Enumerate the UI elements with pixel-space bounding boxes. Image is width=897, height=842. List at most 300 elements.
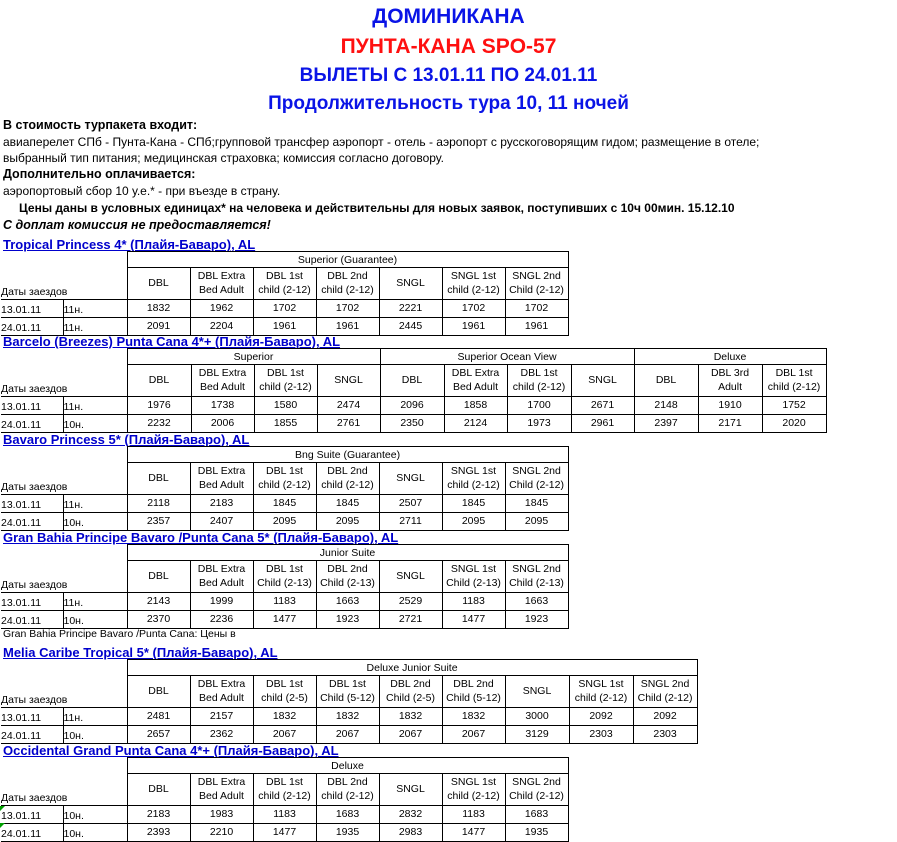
extra-line: аэропортовый сбор 10 у.е.* - при въезде в страну. bbox=[3, 184, 281, 198]
column-header-line: DBL bbox=[148, 570, 169, 583]
price-cell: 1923 bbox=[505, 610, 568, 628]
price-cell: 2067 bbox=[316, 725, 379, 743]
column-header-row bbox=[1, 268, 568, 300]
price-cell: 1910 bbox=[698, 396, 762, 414]
price-cell: 2961 bbox=[571, 414, 634, 432]
column-header bbox=[505, 774, 568, 806]
column-header bbox=[190, 268, 253, 300]
column-header-row bbox=[1, 774, 568, 806]
price-cell: 2445 bbox=[379, 317, 442, 335]
date-cell: 13.01.11 bbox=[1, 494, 63, 512]
price-cell: 2157 bbox=[190, 707, 253, 725]
column-header bbox=[698, 365, 762, 397]
column-header-line: child (2-12) bbox=[321, 479, 374, 492]
price-table bbox=[1, 757, 569, 842]
column-header-row bbox=[1, 365, 826, 397]
column-header-line: DBL 1st bbox=[267, 367, 304, 380]
price-cell: 1845 bbox=[253, 494, 316, 512]
column-header-line: child (2-12) bbox=[321, 790, 374, 803]
column-header-line: Bed Adult bbox=[199, 692, 244, 705]
price-cell: 2370 bbox=[127, 610, 190, 628]
column-header bbox=[379, 463, 442, 495]
column-header-line: Adult bbox=[718, 381, 743, 394]
price-cell: 1183 bbox=[442, 805, 505, 823]
room-group-row bbox=[1, 545, 568, 561]
price-cell: 2095 bbox=[505, 512, 568, 530]
column-header bbox=[505, 676, 569, 708]
table-row bbox=[1, 396, 826, 414]
price-cell: 2303 bbox=[569, 725, 633, 743]
price-cell: 1683 bbox=[505, 805, 568, 823]
price-cell: 2210 bbox=[190, 823, 253, 841]
price-cell: 1832 bbox=[442, 707, 505, 725]
price-cell: 2657 bbox=[127, 725, 190, 743]
column-header-line: Child (2-12) bbox=[509, 479, 564, 492]
price-cell: 2221 bbox=[379, 299, 442, 317]
column-header bbox=[633, 676, 697, 708]
nights-cell: 10н. bbox=[63, 414, 127, 432]
price-cell: 1962 bbox=[190, 299, 253, 317]
price-cell: 2095 bbox=[442, 512, 505, 530]
column-header-line: child (2-12) bbox=[767, 381, 821, 394]
date-label: Даты заездов bbox=[1, 480, 68, 493]
extra-title: Дополнительно оплачивается: bbox=[3, 167, 196, 181]
column-header-line: DBL Extra bbox=[197, 678, 246, 691]
hotel-title[interactable]: Gran Bahia Principe Bavaro /Punta Cana 5* (Плайя-Баваро), AL bbox=[3, 530, 399, 545]
column-header bbox=[505, 268, 568, 300]
price-cell: 1935 bbox=[505, 823, 568, 841]
column-header-line: Bed Adult bbox=[199, 577, 244, 590]
column-header-line: Child (2-12) bbox=[509, 790, 564, 803]
column-header-line: Child (5-12) bbox=[446, 692, 501, 705]
column-header-line: DBL Extra bbox=[197, 465, 246, 478]
column-header bbox=[253, 561, 316, 593]
price-cell: 2303 bbox=[633, 725, 697, 743]
room-group-row bbox=[1, 349, 826, 365]
column-header-line: SNGL 2nd bbox=[640, 678, 690, 691]
price-cell: 1683 bbox=[316, 805, 379, 823]
column-header bbox=[442, 676, 505, 708]
nights-cell: 10н. bbox=[63, 805, 127, 823]
column-header-line: DBL 2nd bbox=[453, 678, 494, 691]
column-header-line: DBL 2nd bbox=[327, 563, 368, 576]
price-cell: 2095 bbox=[253, 512, 316, 530]
price-cell: 2092 bbox=[633, 707, 697, 725]
column-header-line: SNGL 1st bbox=[450, 776, 497, 789]
column-header-line: Bed Adult bbox=[199, 479, 244, 492]
commission-note: С доплат комиссия не предоставляется! bbox=[3, 218, 271, 232]
column-header bbox=[507, 365, 571, 397]
column-header-line: SNGL 2nd bbox=[512, 776, 561, 789]
date-cell: 24.01.11 bbox=[1, 317, 63, 335]
column-header-line: Bed Adult bbox=[453, 381, 498, 394]
nights-cell: 10н. bbox=[63, 610, 127, 628]
date-label: Даты заездов bbox=[1, 693, 68, 706]
column-header bbox=[379, 774, 442, 806]
price-cell: 2761 bbox=[317, 414, 380, 432]
table-row bbox=[1, 317, 568, 335]
price-cell: 1973 bbox=[507, 414, 571, 432]
room-group-header: Junior Suite bbox=[127, 545, 568, 561]
column-header bbox=[379, 561, 442, 593]
price-cell: 2711 bbox=[379, 512, 442, 530]
column-header-line: SNGL bbox=[334, 374, 363, 387]
column-header bbox=[571, 365, 634, 397]
column-header bbox=[127, 561, 190, 593]
prices-note: Цены даны в условных единицах* на человека и действительны для новых заявок, поступивших с 10ч 00мин. 15.12.10 bbox=[19, 201, 735, 215]
price-cell: 2143 bbox=[127, 592, 190, 610]
price-cell: 1858 bbox=[444, 396, 507, 414]
includes-line-2: выбранный тип питания; медицинская страховка; комиссия согласно договору. bbox=[3, 151, 444, 165]
cell-comment-marker bbox=[0, 806, 5, 811]
hotel-title[interactable]: Tropical Princess 4* (Плайя-Баваро), AL bbox=[3, 237, 256, 252]
column-header-line: SNGL bbox=[522, 685, 552, 698]
column-header bbox=[127, 268, 190, 300]
column-header-line: DBL bbox=[655, 374, 677, 387]
price-cell: 2671 bbox=[571, 396, 634, 414]
date-cell: 13.01.11 bbox=[1, 299, 63, 317]
column-header bbox=[317, 365, 380, 397]
table-row bbox=[1, 610, 568, 628]
price-cell: 2096 bbox=[380, 396, 444, 414]
column-header bbox=[442, 561, 505, 593]
column-header-line: child (2-12) bbox=[321, 284, 374, 297]
column-header-line: child (2-12) bbox=[447, 790, 500, 803]
blank-cell bbox=[1, 545, 127, 561]
table-row bbox=[1, 299, 568, 317]
price-cell: 2171 bbox=[698, 414, 762, 432]
room-group-row bbox=[1, 758, 568, 774]
column-header-line: Child (2-12) bbox=[509, 284, 564, 297]
column-header bbox=[444, 365, 507, 397]
nights-cell: 11н. bbox=[63, 317, 127, 335]
column-header bbox=[127, 463, 190, 495]
column-header-line: child (2-5) bbox=[261, 692, 308, 705]
column-header-line: Child (5-12) bbox=[320, 692, 375, 705]
column-header-line: DBL 2nd bbox=[327, 776, 368, 789]
price-cell: 1832 bbox=[316, 707, 379, 725]
column-header bbox=[380, 365, 444, 397]
price-cell: 2393 bbox=[127, 823, 190, 841]
column-header-line: child (2-12) bbox=[447, 284, 500, 297]
price-cell: 3129 bbox=[505, 725, 569, 743]
price-cell: 2721 bbox=[379, 610, 442, 628]
column-header-line: Bed Adult bbox=[200, 381, 245, 394]
price-cell: 1702 bbox=[253, 299, 316, 317]
price-cell: 1183 bbox=[442, 592, 505, 610]
room-group-header: Deluxe bbox=[127, 758, 568, 774]
column-header-line: DBL Extra bbox=[451, 367, 500, 380]
date-cell: 24.01.11 bbox=[1, 512, 63, 530]
column-header bbox=[253, 463, 316, 495]
column-header-row bbox=[1, 561, 568, 593]
price-cell: 2092 bbox=[569, 707, 633, 725]
price-cell: 2362 bbox=[190, 725, 253, 743]
column-header bbox=[316, 561, 379, 593]
price-table bbox=[1, 251, 569, 336]
price-table bbox=[1, 659, 698, 744]
price-cell: 2204 bbox=[190, 317, 253, 335]
country-title: ДОМИНИКАНА bbox=[372, 5, 525, 28]
column-header-line: DBL bbox=[148, 783, 169, 796]
table-row bbox=[1, 707, 697, 725]
price-cell: 1961 bbox=[505, 317, 568, 335]
price-cell: 2067 bbox=[379, 725, 442, 743]
price-cell: 2507 bbox=[379, 494, 442, 512]
date-cell: 13.01.11 bbox=[1, 707, 63, 725]
column-header-line: DBL Extra bbox=[197, 270, 246, 283]
column-header-line: SNGL bbox=[396, 570, 425, 583]
column-header bbox=[442, 268, 505, 300]
column-header-row bbox=[1, 676, 697, 708]
gran-bahia-note: Gran Bahia Principe Bavaro /Punta Cana: Цены в bbox=[3, 628, 236, 640]
price-cell: 1752 bbox=[762, 396, 826, 414]
date-cell: 13.01.11 bbox=[1, 805, 63, 823]
column-header-line: SNGL 2nd bbox=[512, 465, 561, 478]
column-header bbox=[762, 365, 826, 397]
price-cell: 1935 bbox=[316, 823, 379, 841]
price-cell: 2148 bbox=[634, 396, 698, 414]
column-header-line: DBL 1st bbox=[266, 270, 303, 283]
price-cell: 2474 bbox=[317, 396, 380, 414]
column-header-line: child (2-12) bbox=[258, 284, 311, 297]
column-header-line: DBL 3rd bbox=[710, 367, 750, 380]
date-cell: 13.01.11 bbox=[1, 592, 63, 610]
column-header-line: SNGL 1st bbox=[450, 270, 497, 283]
price-cell: 1976 bbox=[127, 396, 191, 414]
date-cell: 24.01.11 bbox=[1, 823, 63, 841]
table-row bbox=[1, 805, 568, 823]
price-cell: 2020 bbox=[762, 414, 826, 432]
column-header-line: child (2-12) bbox=[574, 692, 628, 705]
column-header-line: child (2-12) bbox=[447, 479, 500, 492]
hotel-title[interactable]: Barcelo (Breezes) Punta Cana 4*+ (Плайя-Баваро), AL bbox=[3, 334, 341, 349]
blank-cell bbox=[1, 349, 127, 365]
price-table bbox=[1, 544, 569, 629]
column-header-line: SNGL 1st bbox=[578, 678, 624, 691]
column-header bbox=[253, 676, 316, 708]
column-header bbox=[316, 463, 379, 495]
date-cell: 24.01.11 bbox=[1, 725, 63, 743]
price-cell: 2124 bbox=[444, 414, 507, 432]
price-cell: 1961 bbox=[253, 317, 316, 335]
column-header-line: DBL 2nd bbox=[327, 465, 368, 478]
price-cell: 3000 bbox=[505, 707, 569, 725]
column-header bbox=[190, 676, 253, 708]
price-cell: 1961 bbox=[316, 317, 379, 335]
column-header-line: DBL 1st bbox=[520, 367, 558, 380]
column-header-line: SNGL 2nd bbox=[512, 563, 561, 576]
column-header-line: SNGL 2nd bbox=[512, 270, 561, 283]
price-cell: 1845 bbox=[505, 494, 568, 512]
column-header bbox=[379, 676, 442, 708]
column-header-line: SNGL bbox=[396, 783, 425, 796]
price-cell: 2118 bbox=[127, 494, 190, 512]
price-cell: 2095 bbox=[316, 512, 379, 530]
column-header-row bbox=[1, 463, 568, 495]
column-header bbox=[505, 463, 568, 495]
hotel-title[interactable]: Bavaro Princess 5* (Плайя-Баваро), AL bbox=[3, 432, 250, 447]
blank-cell bbox=[1, 252, 127, 268]
room-group-header: Superior (Guarantee) bbox=[127, 252, 568, 268]
nights-cell: 11н. bbox=[63, 299, 127, 317]
column-header-line: Child (2-13) bbox=[320, 577, 375, 590]
table-row bbox=[1, 494, 568, 512]
column-header-line: DBL 1st bbox=[266, 678, 303, 691]
price-cell: 2006 bbox=[191, 414, 254, 432]
column-header-line: DBL bbox=[148, 685, 169, 698]
price-cell: 1832 bbox=[379, 707, 442, 725]
price-cell: 2350 bbox=[380, 414, 444, 432]
room-group-header: Superior bbox=[127, 349, 380, 365]
date-label: Даты заездов bbox=[1, 791, 68, 804]
column-header bbox=[254, 365, 317, 397]
nights-cell: 11н. bbox=[63, 494, 127, 512]
price-cell: 2983 bbox=[379, 823, 442, 841]
price-cell: 2397 bbox=[634, 414, 698, 432]
column-header-line: child (2-12) bbox=[258, 790, 311, 803]
column-header bbox=[127, 676, 190, 708]
table-row bbox=[1, 414, 826, 432]
price-cell: 1700 bbox=[507, 396, 571, 414]
price-table bbox=[1, 348, 827, 433]
price-cell: 2091 bbox=[127, 317, 190, 335]
nights-cell: 10н. bbox=[63, 725, 127, 743]
price-cell: 1845 bbox=[316, 494, 379, 512]
price-cell: 1663 bbox=[505, 592, 568, 610]
includes-line-1: авиаперелет СПб - Пунта-Кана - СПб;групповой трансфер аэропорт - отель - аэропорт с русскоговорящим гидом; размещение в отеле; bbox=[3, 135, 760, 149]
column-header-line: Child (2-13) bbox=[446, 577, 501, 590]
price-cell: 2357 bbox=[127, 512, 190, 530]
column-header-line: child (2-12) bbox=[259, 381, 312, 394]
column-header-line: DBL Extra bbox=[198, 367, 247, 380]
column-header bbox=[253, 268, 316, 300]
column-header-line: DBL bbox=[401, 374, 423, 387]
column-header-line: DBL bbox=[148, 374, 170, 387]
date-cell: 13.01.11 bbox=[1, 396, 63, 414]
includes-title: В стоимость турпакета входит: bbox=[3, 118, 198, 132]
price-cell: 1999 bbox=[190, 592, 253, 610]
date-label: Даты заездов bbox=[1, 285, 68, 298]
table-row bbox=[1, 725, 697, 743]
column-header bbox=[253, 774, 316, 806]
price-cell: 1183 bbox=[253, 805, 316, 823]
column-header-line: Child (2-13) bbox=[257, 577, 312, 590]
date-label: Даты заездов bbox=[1, 382, 68, 395]
room-group-header: Bng Suite (Guarantee) bbox=[127, 447, 568, 463]
price-cell: 1183 bbox=[253, 592, 316, 610]
blank-cell bbox=[1, 660, 127, 676]
price-cell: 1845 bbox=[442, 494, 505, 512]
column-header bbox=[442, 774, 505, 806]
column-header-line: DBL 1st bbox=[266, 465, 303, 478]
price-cell: 2832 bbox=[379, 805, 442, 823]
price-cell: 1477 bbox=[442, 823, 505, 841]
column-header-line: Child (2-5) bbox=[385, 692, 435, 705]
blank-cell bbox=[1, 758, 127, 774]
price-cell: 1855 bbox=[254, 414, 317, 432]
price-cell: 2407 bbox=[190, 512, 253, 530]
price-cell: 1702 bbox=[316, 299, 379, 317]
price-cell: 2067 bbox=[253, 725, 316, 743]
column-header-line: DBL 1st bbox=[266, 776, 303, 789]
price-cell: 2067 bbox=[442, 725, 505, 743]
column-header-line: DBL bbox=[148, 472, 169, 485]
price-cell: 2183 bbox=[127, 805, 190, 823]
room-group-row bbox=[1, 447, 568, 463]
column-header bbox=[127, 774, 190, 806]
hotel-title[interactable]: Melia Caribe Tropical 5* (Плайя-Баваро), AL bbox=[3, 645, 278, 660]
column-header-line: Child (2-12) bbox=[637, 692, 693, 705]
column-header bbox=[442, 463, 505, 495]
table-row bbox=[1, 592, 568, 610]
nights-cell: 11н. bbox=[63, 396, 127, 414]
column-header-line: DBL 2nd bbox=[390, 678, 431, 691]
nights-cell: 11н. bbox=[63, 707, 127, 725]
nights-cell: 10н. bbox=[63, 512, 127, 530]
column-header-line: SNGL bbox=[396, 472, 425, 485]
price-table bbox=[1, 446, 569, 531]
column-header-line: SNGL bbox=[396, 277, 425, 290]
column-header-line: SNGL 1st bbox=[450, 563, 497, 576]
price-cell: 2236 bbox=[190, 610, 253, 628]
price-cell: 1983 bbox=[190, 805, 253, 823]
column-header-line: DBL bbox=[148, 277, 169, 290]
resort-title: ПУНТА-КАНА SPO-57 bbox=[340, 35, 557, 58]
column-header bbox=[191, 365, 254, 397]
room-group-header: Superior Ocean View bbox=[380, 349, 634, 365]
price-cell: 1702 bbox=[505, 299, 568, 317]
price-cell: 1580 bbox=[254, 396, 317, 414]
column-header-line: Child (2-13) bbox=[509, 577, 564, 590]
column-header bbox=[316, 268, 379, 300]
column-header-line: DBL 1st bbox=[266, 563, 303, 576]
column-header-line: DBL 2nd bbox=[327, 270, 368, 283]
price-cell: 1702 bbox=[442, 299, 505, 317]
column-header bbox=[316, 676, 379, 708]
column-header bbox=[127, 365, 191, 397]
price-cell: 1477 bbox=[442, 610, 505, 628]
price-cell: 1832 bbox=[253, 707, 316, 725]
departures-title: ВЫЛЕТЫ С 13.01.11 ПО 24.01.11 bbox=[299, 65, 598, 86]
hotel-title[interactable]: Occidental Grand Punta Cana 4*+ (Плайя-Баваро), AL bbox=[3, 743, 339, 758]
price-cell: 1832 bbox=[127, 299, 190, 317]
table-row bbox=[1, 823, 568, 841]
date-cell: 24.01.11 bbox=[1, 610, 63, 628]
price-cell: 2481 bbox=[127, 707, 190, 725]
column-header-line: child (2-12) bbox=[512, 381, 566, 394]
column-header-line: DBL 1st bbox=[329, 678, 366, 691]
price-cell: 1477 bbox=[253, 610, 316, 628]
column-header-line: DBL Extra bbox=[197, 776, 246, 789]
date-label: Даты заездов bbox=[1, 578, 68, 591]
price-cell: 1961 bbox=[442, 317, 505, 335]
column-header-line: Bed Adult bbox=[199, 790, 244, 803]
column-header bbox=[505, 561, 568, 593]
price-cell: 1663 bbox=[316, 592, 379, 610]
cell-comment-marker bbox=[0, 823, 5, 828]
column-header bbox=[190, 463, 253, 495]
room-group-header: Deluxe Junior Suite bbox=[127, 660, 697, 676]
nights-cell: 11н. bbox=[63, 592, 127, 610]
price-cell: 2529 bbox=[379, 592, 442, 610]
price-cell: 1923 bbox=[316, 610, 379, 628]
column-header bbox=[190, 561, 253, 593]
price-cell: 1738 bbox=[191, 396, 254, 414]
price-cell: 1477 bbox=[253, 823, 316, 841]
nights-cell: 10н. bbox=[63, 823, 127, 841]
room-group-header: Deluxe bbox=[634, 349, 826, 365]
